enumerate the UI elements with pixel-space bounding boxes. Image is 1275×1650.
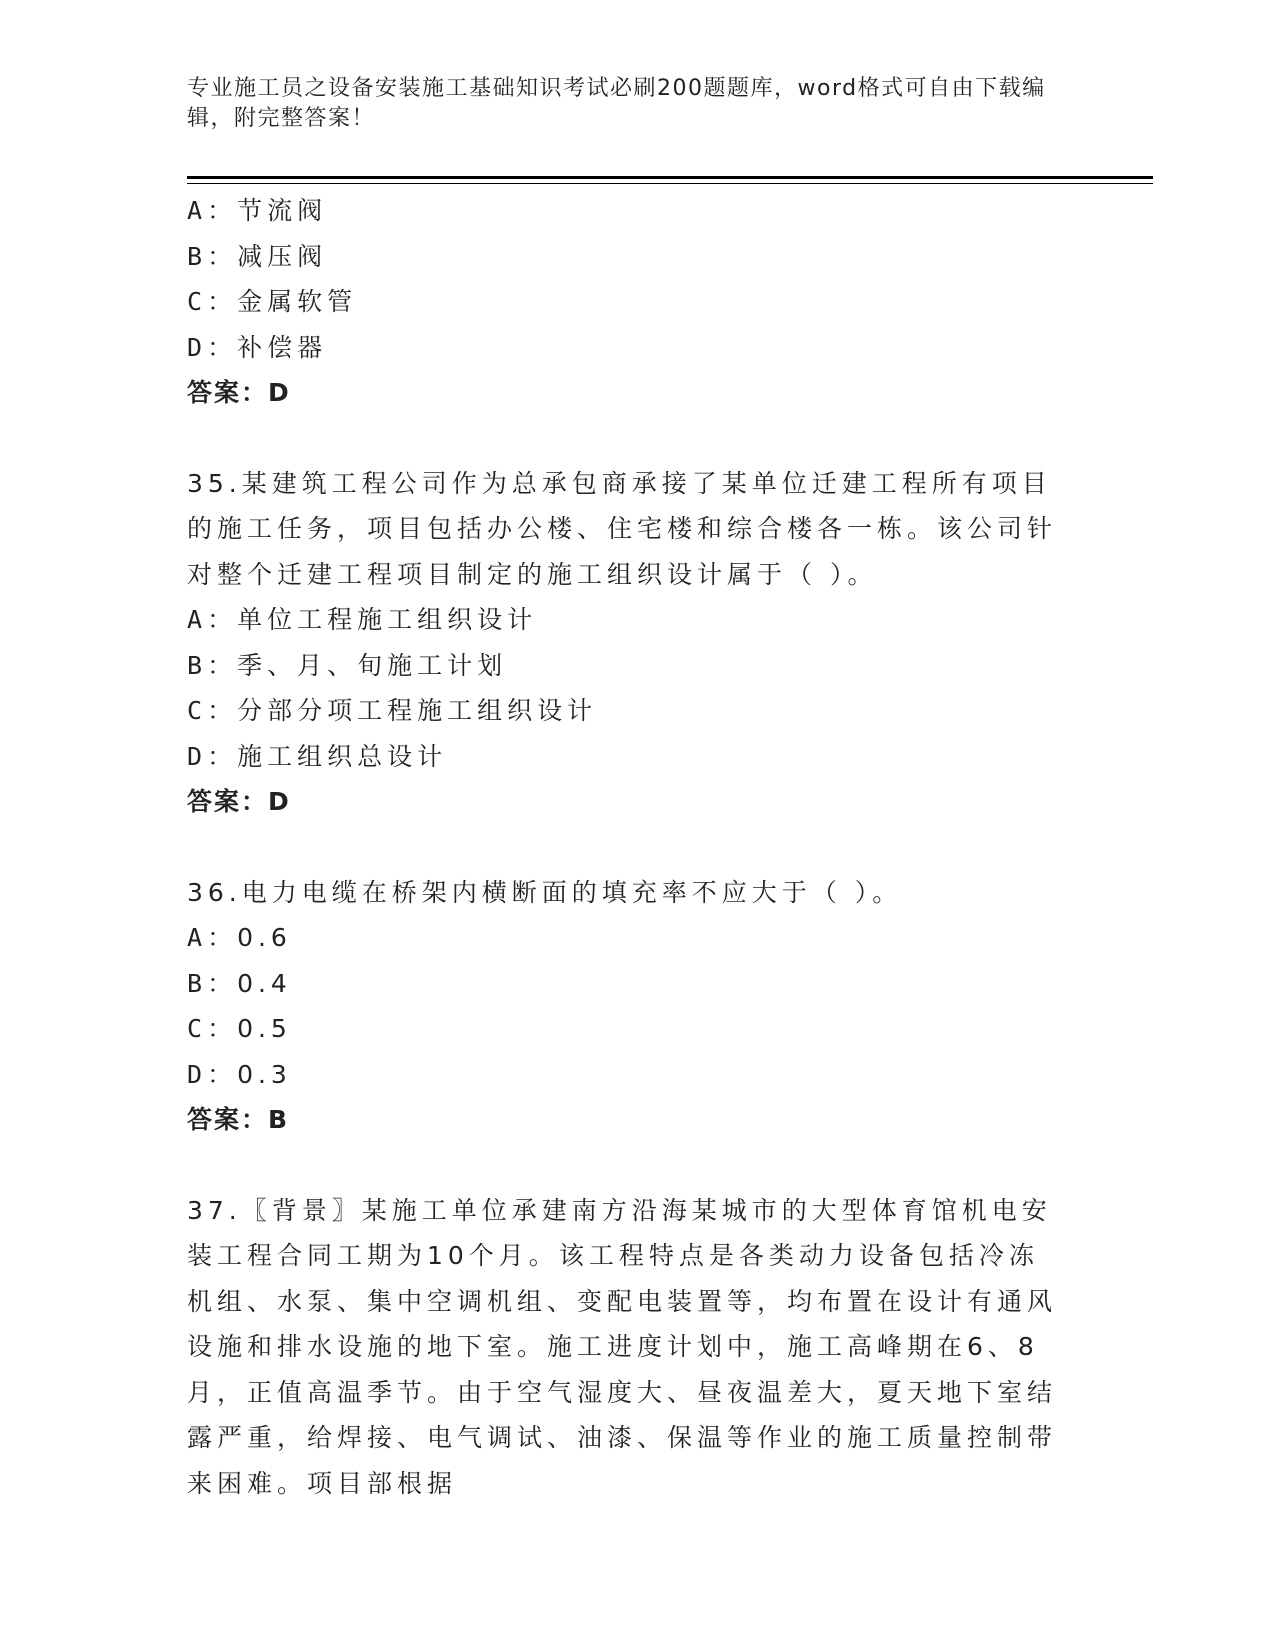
- option-b: B：0.4: [187, 968, 292, 998]
- exam-content: [187, 188, 1087, 1506]
- header-divider-thick: [187, 176, 1153, 179]
- question-36: [187, 870, 1087, 1143]
- option-b: B：季、月、旬施工计划: [187, 650, 508, 680]
- option-c: C：分部分项工程施工组织设计: [187, 696, 598, 725]
- answer-line: 答案：D: [187, 787, 291, 816]
- option-c: C：0.5: [187, 1014, 292, 1043]
- question-34-options: [187, 188, 1087, 416]
- question-text: 36.电力电缆在桥架内横断面的填充率不应大于（ ）。: [187, 877, 903, 907]
- option-a: A：单位工程施工组织设计: [187, 605, 538, 634]
- option-c: C：金属软管: [187, 287, 358, 316]
- header-divider-thin: [187, 183, 1153, 184]
- question-37: [187, 1188, 1087, 1507]
- question-text: 35.某建筑工程公司作为总承包商承接了某单位迁建工程所有项目的施工任务，项目包括办公楼、住宅楼和综合楼各一栋。该公司针对整个迁建工程项目制定的施工组织设计属于（ ）。: [187, 468, 1058, 589]
- question-35: [187, 461, 1087, 825]
- option-d: D：补偿器: [187, 332, 328, 362]
- option-a: A：0.6: [187, 923, 292, 952]
- page-header: 专业施工员之设备安装施工基础知识考试必刷200题题库，word格式可自由下载编辑，附完整答案！: [187, 76, 1046, 131]
- answer-line: 答案：D: [187, 378, 291, 407]
- option-b: B：减压阀: [187, 241, 328, 271]
- option-d: D：施工组织总设计: [187, 741, 448, 771]
- question-text: 37.〖背景〗某施工单位承建南方沿海某城市的大型体育馆机电安装工程合同工期为10个月。该工程特点是各类动力设备包括冷冻机组、水泵、集中空调机组、变配电装置等，均布置在设计有通风设施和排水设施的地下室。施工进度计划中，施工高峰期在6、8月，正值高温季节。由于空气湿度大、昼夜温差大，夏天地下室结露严重，给焊接、电气调试、油漆、保温等作业的施工质量控制带来困难。项目部根据: [187, 1195, 1058, 1498]
- option-d: D：0.3: [187, 1059, 292, 1089]
- answer-line: 答案：B: [187, 1105, 290, 1134]
- option-a: A：节流阀: [187, 196, 328, 225]
